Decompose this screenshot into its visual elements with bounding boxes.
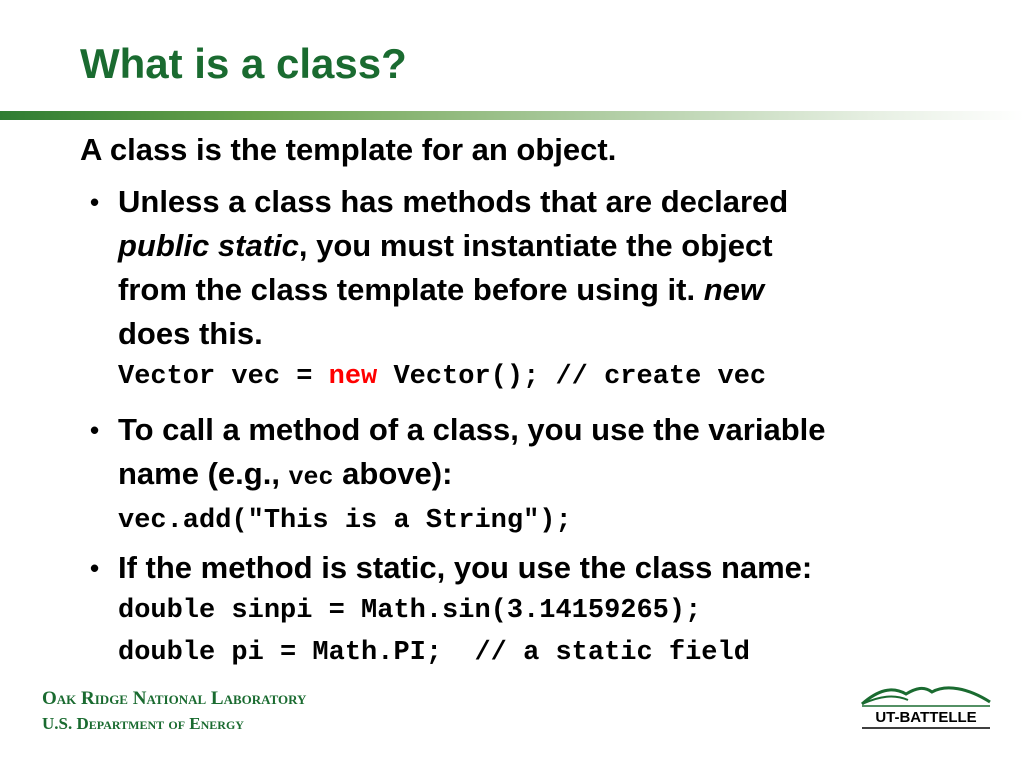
- footer-department: U.S. Department of Energy: [42, 714, 244, 733]
- bullet-icon: •: [90, 187, 100, 217]
- bullet-icon: •: [90, 553, 100, 583]
- ut-battelle-logo: [858, 682, 994, 732]
- logo-text: UT-BATTELLE: [875, 709, 977, 726]
- title-underline-gradient: [0, 111, 1024, 120]
- slide-title: What is a class?: [80, 40, 407, 87]
- ut-battelle-logo-graphic: [858, 682, 994, 732]
- bullet-item-1: [90, 180, 990, 398]
- bullet-2-line-2-text: name (e.g.,: [118, 456, 289, 491]
- bullet-3-line-1: If the method is static, you use the class name:: [118, 550, 813, 585]
- code-vec-add: vec.add("This is a String");: [118, 506, 572, 536]
- bullet-2-line-2: [118, 452, 990, 500]
- inline-code-vec: vec: [288, 463, 334, 492]
- code-math-sin: double sinpi = Math.sin(3.14159265);: [118, 596, 702, 626]
- bullet-2-line-2-after: above):: [333, 456, 453, 491]
- footer-org-name: Oak Ridge National Laboratory: [42, 688, 307, 709]
- code-math-pi: double pi = Math.PI; // a static field: [118, 638, 750, 668]
- code-segment-after: Vector(); // create vec: [377, 362, 767, 392]
- bullet-1-line-2: [118, 224, 990, 268]
- code-vector-instantiation: [118, 356, 990, 398]
- bullet-item-3: [90, 546, 990, 674]
- bullet-1-line-1: Unless a class has methods that are declared: [118, 184, 789, 219]
- code-new-keyword: new: [328, 362, 378, 392]
- bullet-1-line-4: does this.: [118, 316, 263, 351]
- bullet-item-2: [90, 408, 990, 542]
- new-keyword-italic: new: [703, 272, 764, 307]
- bullet-1-line-2-rest: , you must instantiate the object: [298, 228, 773, 263]
- lead-sentence: A class is the template for an object.: [80, 132, 617, 167]
- bullet-icon: •: [90, 415, 100, 445]
- code-segment-before: Vector vec =: [118, 362, 329, 392]
- bullet-1-line-3: [118, 268, 990, 312]
- bullet-1-line-3-text: from the class template before using it.: [118, 272, 704, 307]
- public-static-keyword: public static: [118, 228, 299, 263]
- bullet-2-line-1: To call a method of a class, you use the variable: [118, 412, 826, 447]
